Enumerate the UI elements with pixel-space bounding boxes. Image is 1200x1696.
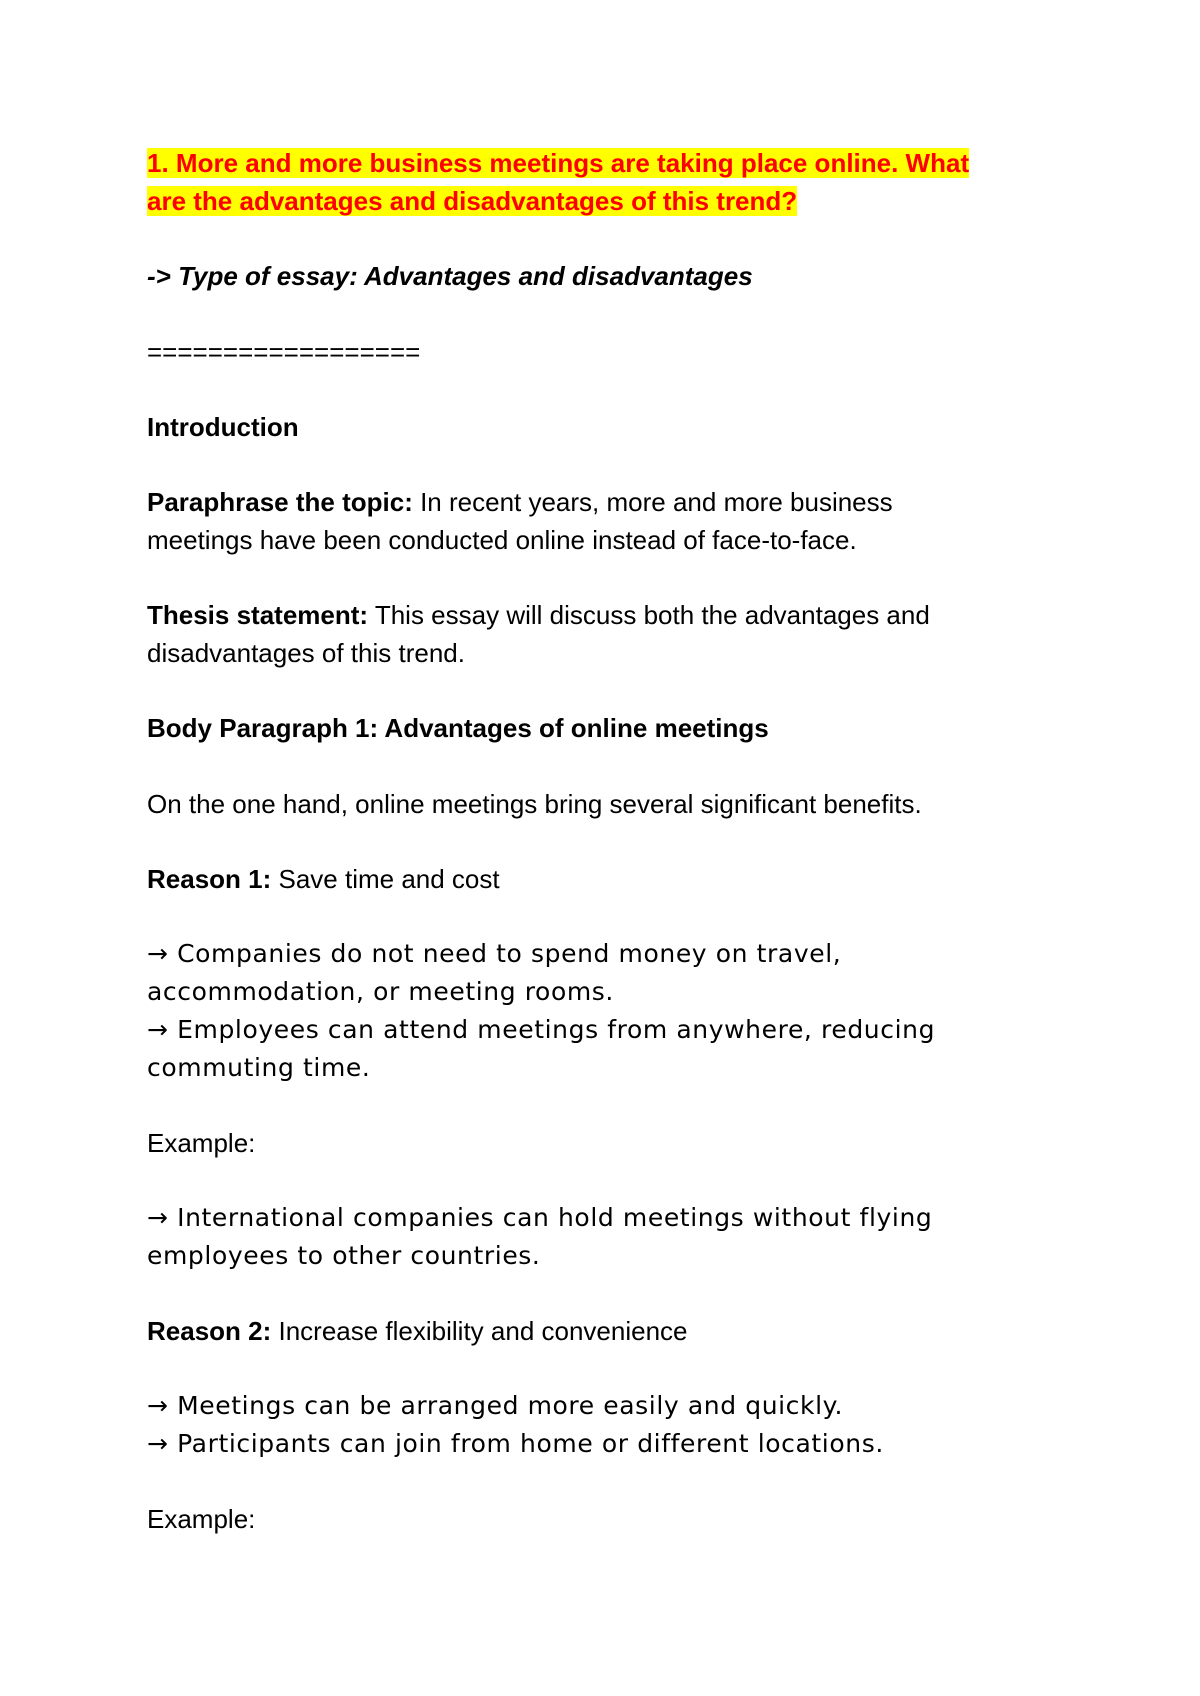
introduction-heading: Introduction [147, 412, 299, 442]
reason1-text: Save time and cost [271, 864, 500, 894]
reason2-example-label: Example: [147, 1504, 256, 1534]
reason2-text: Increase flexibility and convenience [271, 1316, 688, 1346]
divider: ================== [147, 337, 421, 367]
essay-type: -> Type of essay: Advantages and disadvantages [147, 261, 753, 291]
reason1-example-line-1: → International companies can hold meetings without flying [147, 1203, 933, 1232]
reason1-point2-line-2: commuting time. [147, 1053, 371, 1082]
reason2-line [147, 1312, 688, 1350]
reason1-example-line-2: employees to other countries. [147, 1241, 541, 1270]
reason1-point1-line-2: accommodation, or meeting rooms. [147, 977, 614, 1006]
paraphrase-line-2: meetings have been conducted online instead of face-to-face. [147, 525, 857, 555]
reason2-point1: → Meetings can be arranged more easily and quickly. [147, 1391, 844, 1420]
thesis-label: Thesis statement: [147, 600, 369, 630]
thesis-text-1: This essay will discuss both the advantages and [368, 600, 930, 630]
reason2-point2: → Participants can join from home or different locations. [147, 1429, 884, 1458]
paraphrase-label: Paraphrase the topic: [147, 487, 413, 517]
paraphrase-line-1 [147, 483, 893, 521]
reason1-point1-line-1: → Companies do not need to spend money on travel, [147, 939, 842, 968]
reason1-label: Reason 1: [147, 864, 272, 894]
prompt-text-2: are the advantages and disadvantages of this trend? [147, 186, 798, 216]
prompt-line-2 [147, 182, 797, 220]
body1-heading: Body Paragraph 1: Advantages of online meetings [147, 713, 769, 743]
reason1-example-label: Example: [147, 1128, 256, 1158]
body1-topic-sentence: On the one hand, online meetings bring several significant benefits. [147, 789, 922, 819]
reason1-line [147, 860, 500, 898]
thesis-line-1 [147, 596, 930, 634]
reason2-label: Reason 2: [147, 1316, 272, 1346]
thesis-line-2: disadvantages of this trend. [147, 638, 465, 668]
prompt-text-1: 1. More and more business meetings are taking place online. What [147, 148, 970, 178]
paraphrase-text-1: In recent years, more and more business [412, 487, 893, 517]
reason1-point2-line-1: → Employees can attend meetings from anywhere, reducing [147, 1015, 936, 1044]
prompt-line-1 [147, 144, 969, 182]
